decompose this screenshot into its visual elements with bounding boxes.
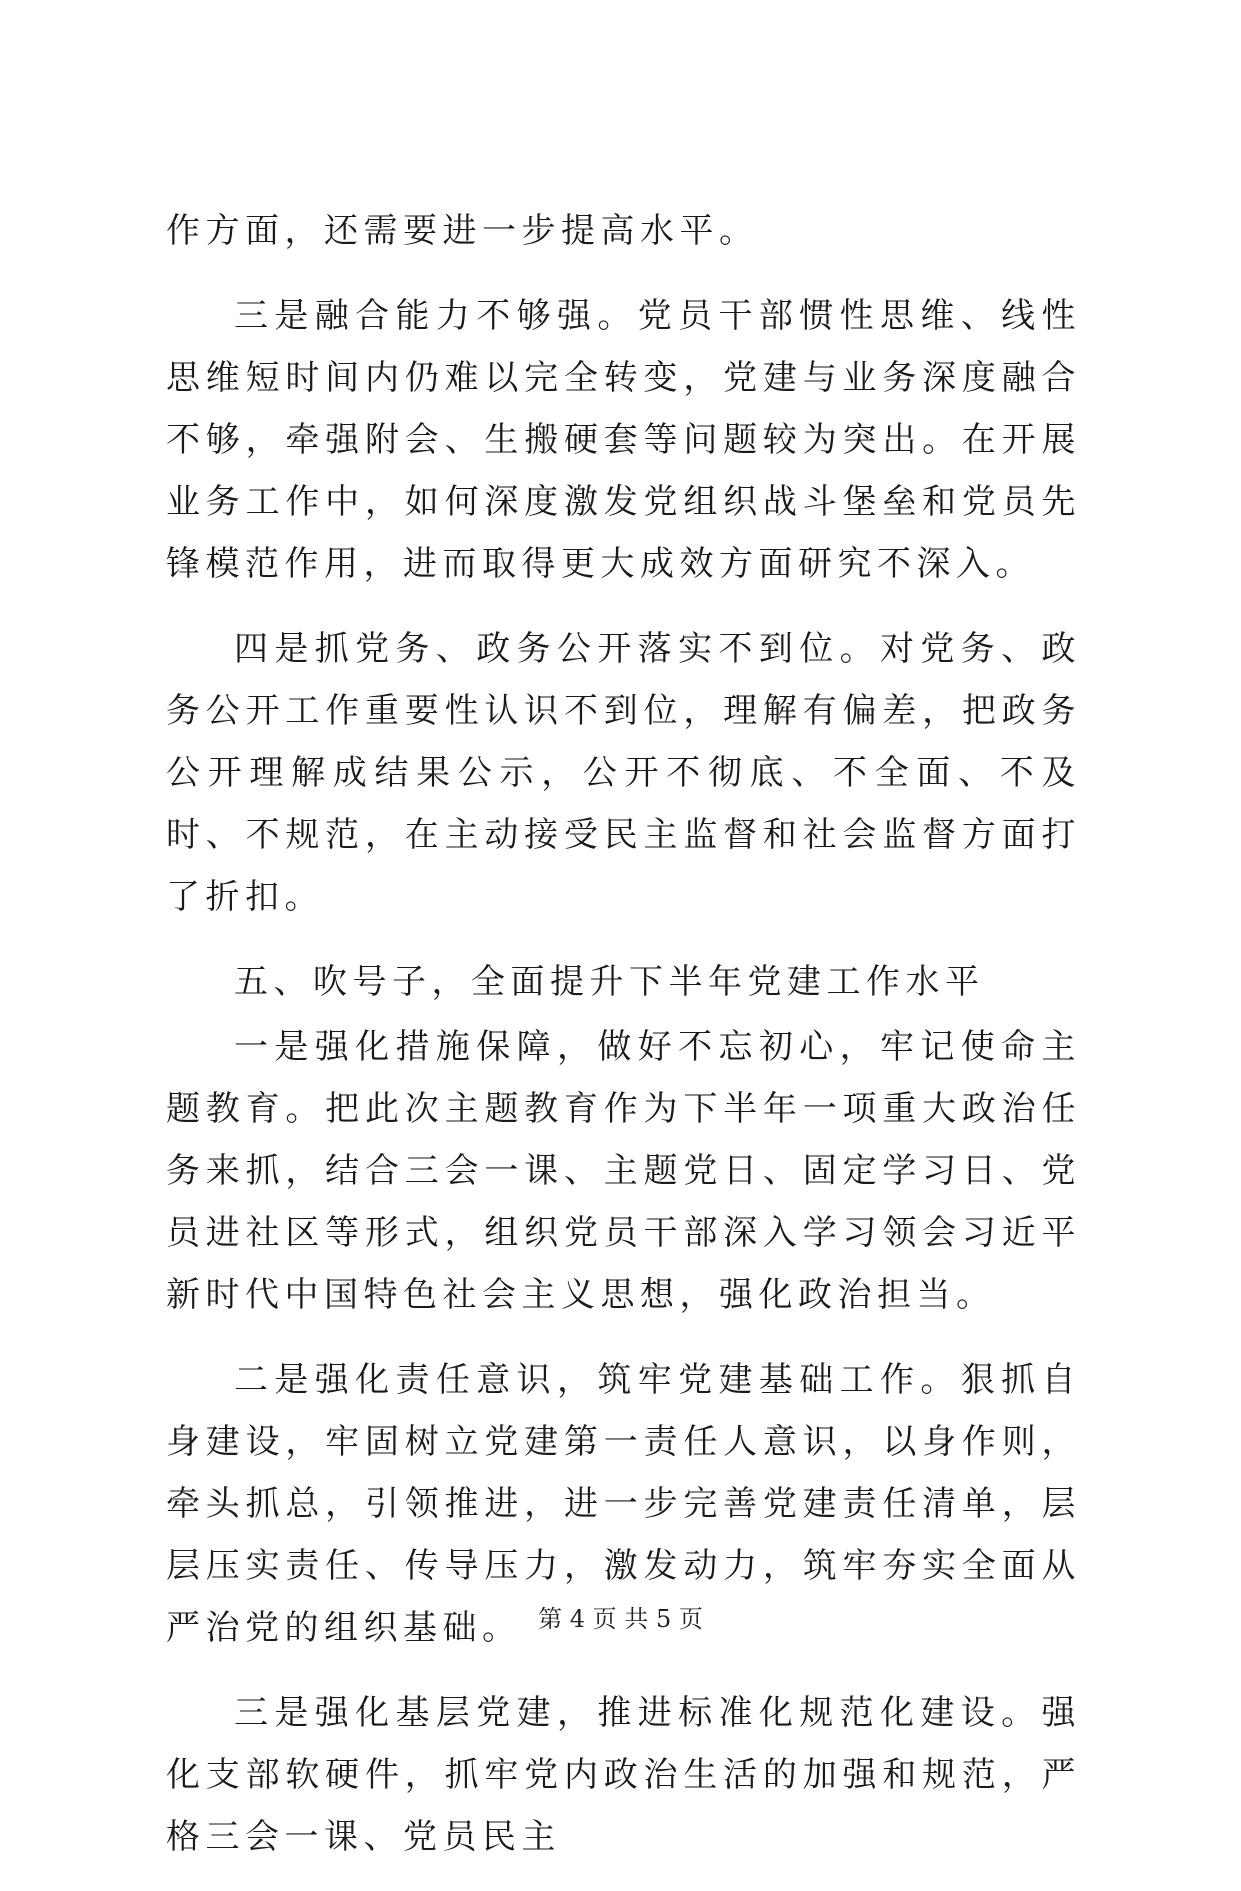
paragraph-continuation: 作方面，还需要进一步提高水平。 bbox=[166, 211, 759, 251]
paragraph-point-three-integration: 三是融合能力不够强。党员干部惯性思维、线性思维短时间内仍难以完全转变，党建与业务深度融合不够，牵强附会、生搬硬套等问题较为突出。在开展业务工作中，如何深度激发党组织战斗堡垒和党员先锋模范作用，进而取得更大成效方面研究不深入。 bbox=[166, 296, 1081, 584]
paragraph-measure-three: 三是强化基层党建，推进标准化规范化建设。强化支部软硬件，抓牢党内政治生活的加强和规范，严格三会一课、党员民主 bbox=[166, 1693, 1081, 1857]
section-heading-five: 五、吹号子，全面提升下半年党建工作水平 bbox=[234, 962, 985, 1002]
paragraph-measure-one: 一是强化措施保障，做好不忘初心，牢记使命主题教育。把此次主题教育作为下半年一项重大政治任务来抓，结合三会一课、主题党日、固定学习日、党员进社区等形式，组织党员干部深入学习领会习近平新时代中国特色社会主义思想，强化政治担当。 bbox=[166, 1027, 1081, 1315]
paragraph-point-four-disclosure: 四是抓党务、政务公开落实不到位。对党务、政务公开工作重要性认识不到位，理解有偏差，把政务公开理解成结果公示，公开不彻底、不全面、不及时、不规范，在主动接受民主监督和社会监督方面打了折扣。 bbox=[166, 629, 1081, 917]
document-body bbox=[166, 200, 1081, 1891]
page-number-footer: 第 4 页 共 5 页 bbox=[538, 1605, 703, 1633]
paragraph-measure-two: 二是强化责任意识，筑牢党建基础工作。狠抓自身建设，牢固树立党建第一责任人意识，以身作则，牵头抓总，引领推进，进一步完善党建责任清单，层层压实责任、传导压力，激发动力，筑牢夯实全面从严治党的组织基础。 bbox=[166, 1360, 1081, 1648]
